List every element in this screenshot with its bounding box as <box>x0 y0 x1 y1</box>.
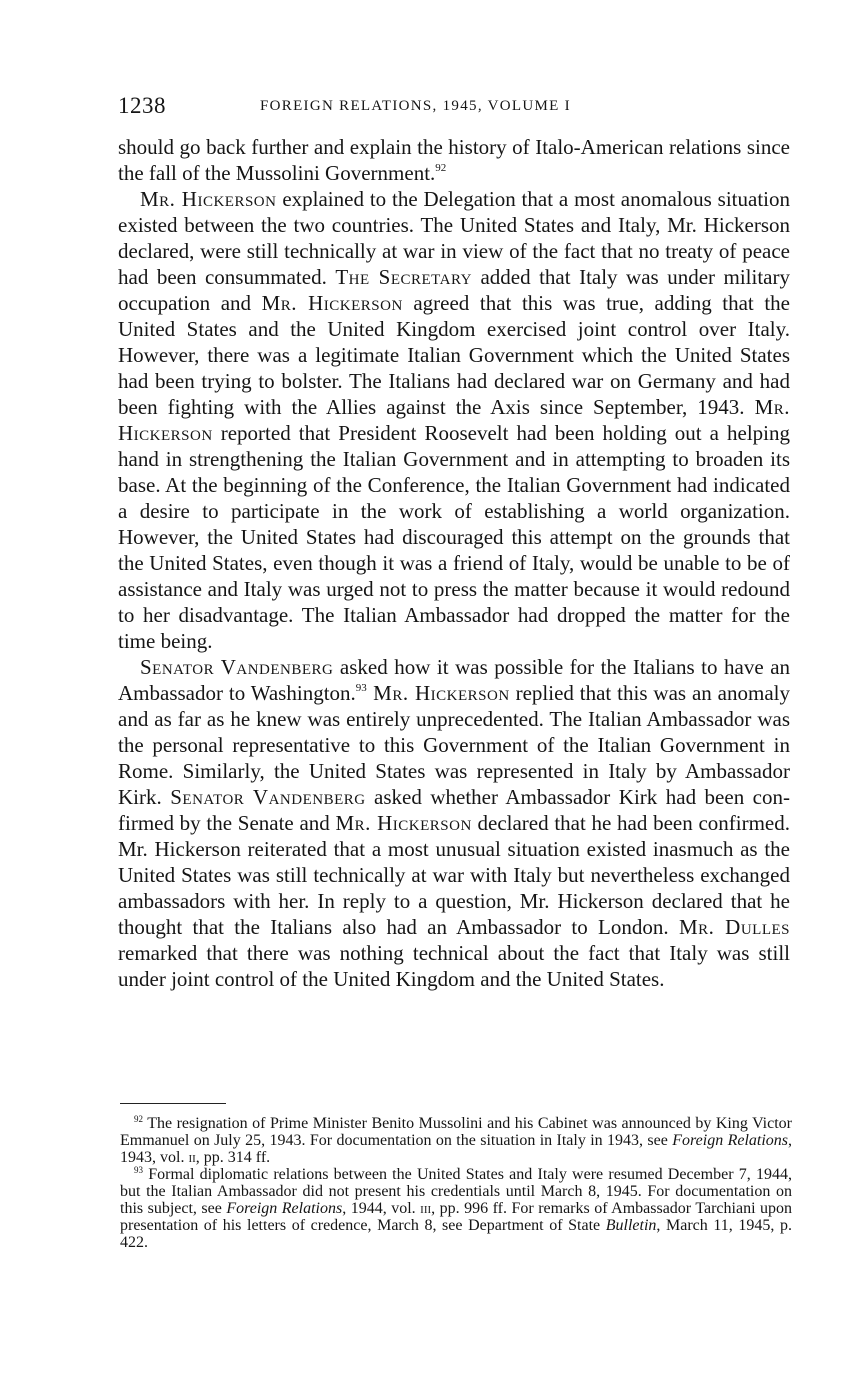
footnote-divider <box>120 1103 226 1104</box>
speaker-name: Mr. Hickerson <box>261 291 403 315</box>
speaker-name: Mr. Hickerson <box>140 187 277 211</box>
footnote-ref-92: 92 <box>435 162 447 174</box>
page-number: 1238 <box>118 93 166 118</box>
speaker-name: Mr. Dulles <box>678 915 791 939</box>
speaker-name: Senator Vandenberg <box>140 655 334 679</box>
speaker-name: The Secretary <box>335 265 472 289</box>
speaker-name: Mr. Hickerson <box>366 681 510 705</box>
paragraph-3: Senator Vandenberg asked how it was possible for the Italians to have an Ambassador to Washington.$^{93}$ Mr. Hickerson replied that this was an anomaly and as far as he knew was entirely unprecedented. The Italian Ambassador was the personal representative to this Government of the Italian Government in Rome. Similarly, the United States was represented in Italy by Ambassador Kirk. Senator Vandenberg asked whether Ambassador Kirk had been confirmed by the Senate and Mr. Hickerson declared that he had been confirmed. Mr. Hickerson reiterated that a most unusual situation existed inasmuch as the United States was still technically at war with Italy but nevertheless exchanged ambassadors with her. In reply to a question, Mr. Hickerson declared that he thought that the Italians also had an Ambassador to London. Mr. Dulles remarked that there was nothing technical about the fact that Italy was still under joint control of the United Kingdom and the United States. <box>118 655 791 991</box>
body-text <box>118 134 790 992</box>
footnote-number: 92 <box>134 1114 143 1124</box>
speaker-name: Mr. Hickerson <box>118 395 790 445</box>
footnote-92: $^{92}$ The resignation of Prime Minister Benito Mussolini and his Cabinet was announced by King Victor Emmanuel on July 25, 1943. For documentation on the situation in Italy in 1943, see Foreign Relations, 1943, vol. ii, pp. 314 ff. <box>120 1114 793 1166</box>
footnote-93: $^{93}$ Formal diplomatic relations between the United States and Italy were resumed December 7, 1944, but the Italian Ambassador did not present his credentials until March 8, 1945. For documentation on this subject, see Foreign Relations, 1944, vol. iii, pp. 996 ff. For remarks of Ambassador Tarchiani upon presentation of his letters of credence, March 8, see Department of State Bulletin, March 11, 1945, p. 422. <box>120 1165 793 1251</box>
running-title: FOREIGN RELATIONS, 1945, VOLUME I <box>260 98 571 114</box>
footnote-ref-93: 93 <box>355 682 367 694</box>
footnotes <box>120 1115 792 1251</box>
paragraph-1: should go back further and explain the history of Italo-American relations since the fall of the Mussolini Government.$^{92}$ <box>118 135 790 185</box>
page-header <box>118 93 790 117</box>
paragraph-2: Mr. Hickerson explained to the Delegation that a most anomalous situation existed between the two countries. The United States and Italy, Mr. Hickerson declared, were still technically at war in view of the fact that no treaty of peace had been consummated. The Secretary added that Italy was under military occupation and Mr. Hickerson agreed that this was true, adding that the United States and the United Kingdom exercised joint control over Italy. However, there was a legitimate Italian Government which the United States had been trying to bolster. The Italians had declared war on Germany and had been fighting with the Allies against the Axis since September, 1943. Mr. Hickerson reported that President Roosevelt had been holding out a helping hand in strengthening the Italian Government and in attempting to broaden its base. At the beginning of the Conference, the Italian Government had indicated a desire to participate in the work of establishing a world organization. However, the United States had discouraged this attempt on the grounds that the United States, even though it was a friend of Italy, would be unable to be of assistance and Italy was urged not to press the matter because it would redound to her disadvantage. The Italian Ambassador had dropped the matter for the time being. <box>118 187 790 653</box>
speaker-name: Mr. Hickerson <box>335 811 472 835</box>
speaker-name: Senator Vandenberg <box>170 785 366 809</box>
footnote-number: 93 <box>134 1165 143 1175</box>
